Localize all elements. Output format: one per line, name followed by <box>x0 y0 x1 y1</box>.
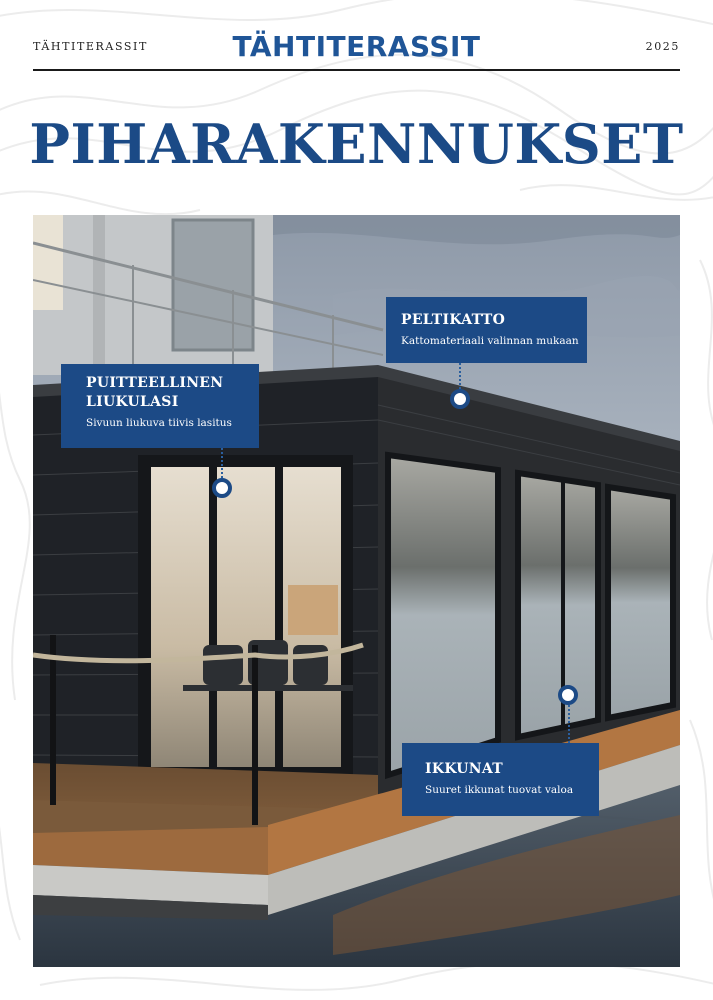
windows-callout-connector <box>568 705 570 743</box>
header-brand-text: TÄHTITERASSIT <box>33 40 148 53</box>
windows-callout <box>402 743 599 816</box>
door-callout-title-line2: LIUKULASI <box>86 394 179 410</box>
windows-callout-subtitle: Suuret ikkunat tuovat valoa <box>425 784 574 796</box>
roof-marker <box>450 389 470 409</box>
roof-callout-subtitle: Kattomateriaali valinnan mukaan <box>401 335 579 347</box>
roof-callout-title: PELTIKATTO <box>401 312 506 328</box>
page-title: PIHARAKENNUKSET <box>29 112 684 176</box>
door-callout-subtitle: Sivuun liukuva tiivis lasitus <box>86 417 232 429</box>
door-marker <box>212 478 232 498</box>
windows-callout-title: IKKUNAT <box>425 761 504 777</box>
brand-logo: TÄHTITERASSIT <box>232 30 481 63</box>
windows-marker <box>558 685 578 705</box>
sliding-door-callout <box>61 364 259 448</box>
door-callout-title-line1: PUITTEELLINEN <box>86 375 224 391</box>
door-callout-connector <box>221 448 223 478</box>
header-divider <box>33 69 680 71</box>
header-year: 2025 <box>645 40 680 53</box>
roof-callout <box>386 297 587 363</box>
